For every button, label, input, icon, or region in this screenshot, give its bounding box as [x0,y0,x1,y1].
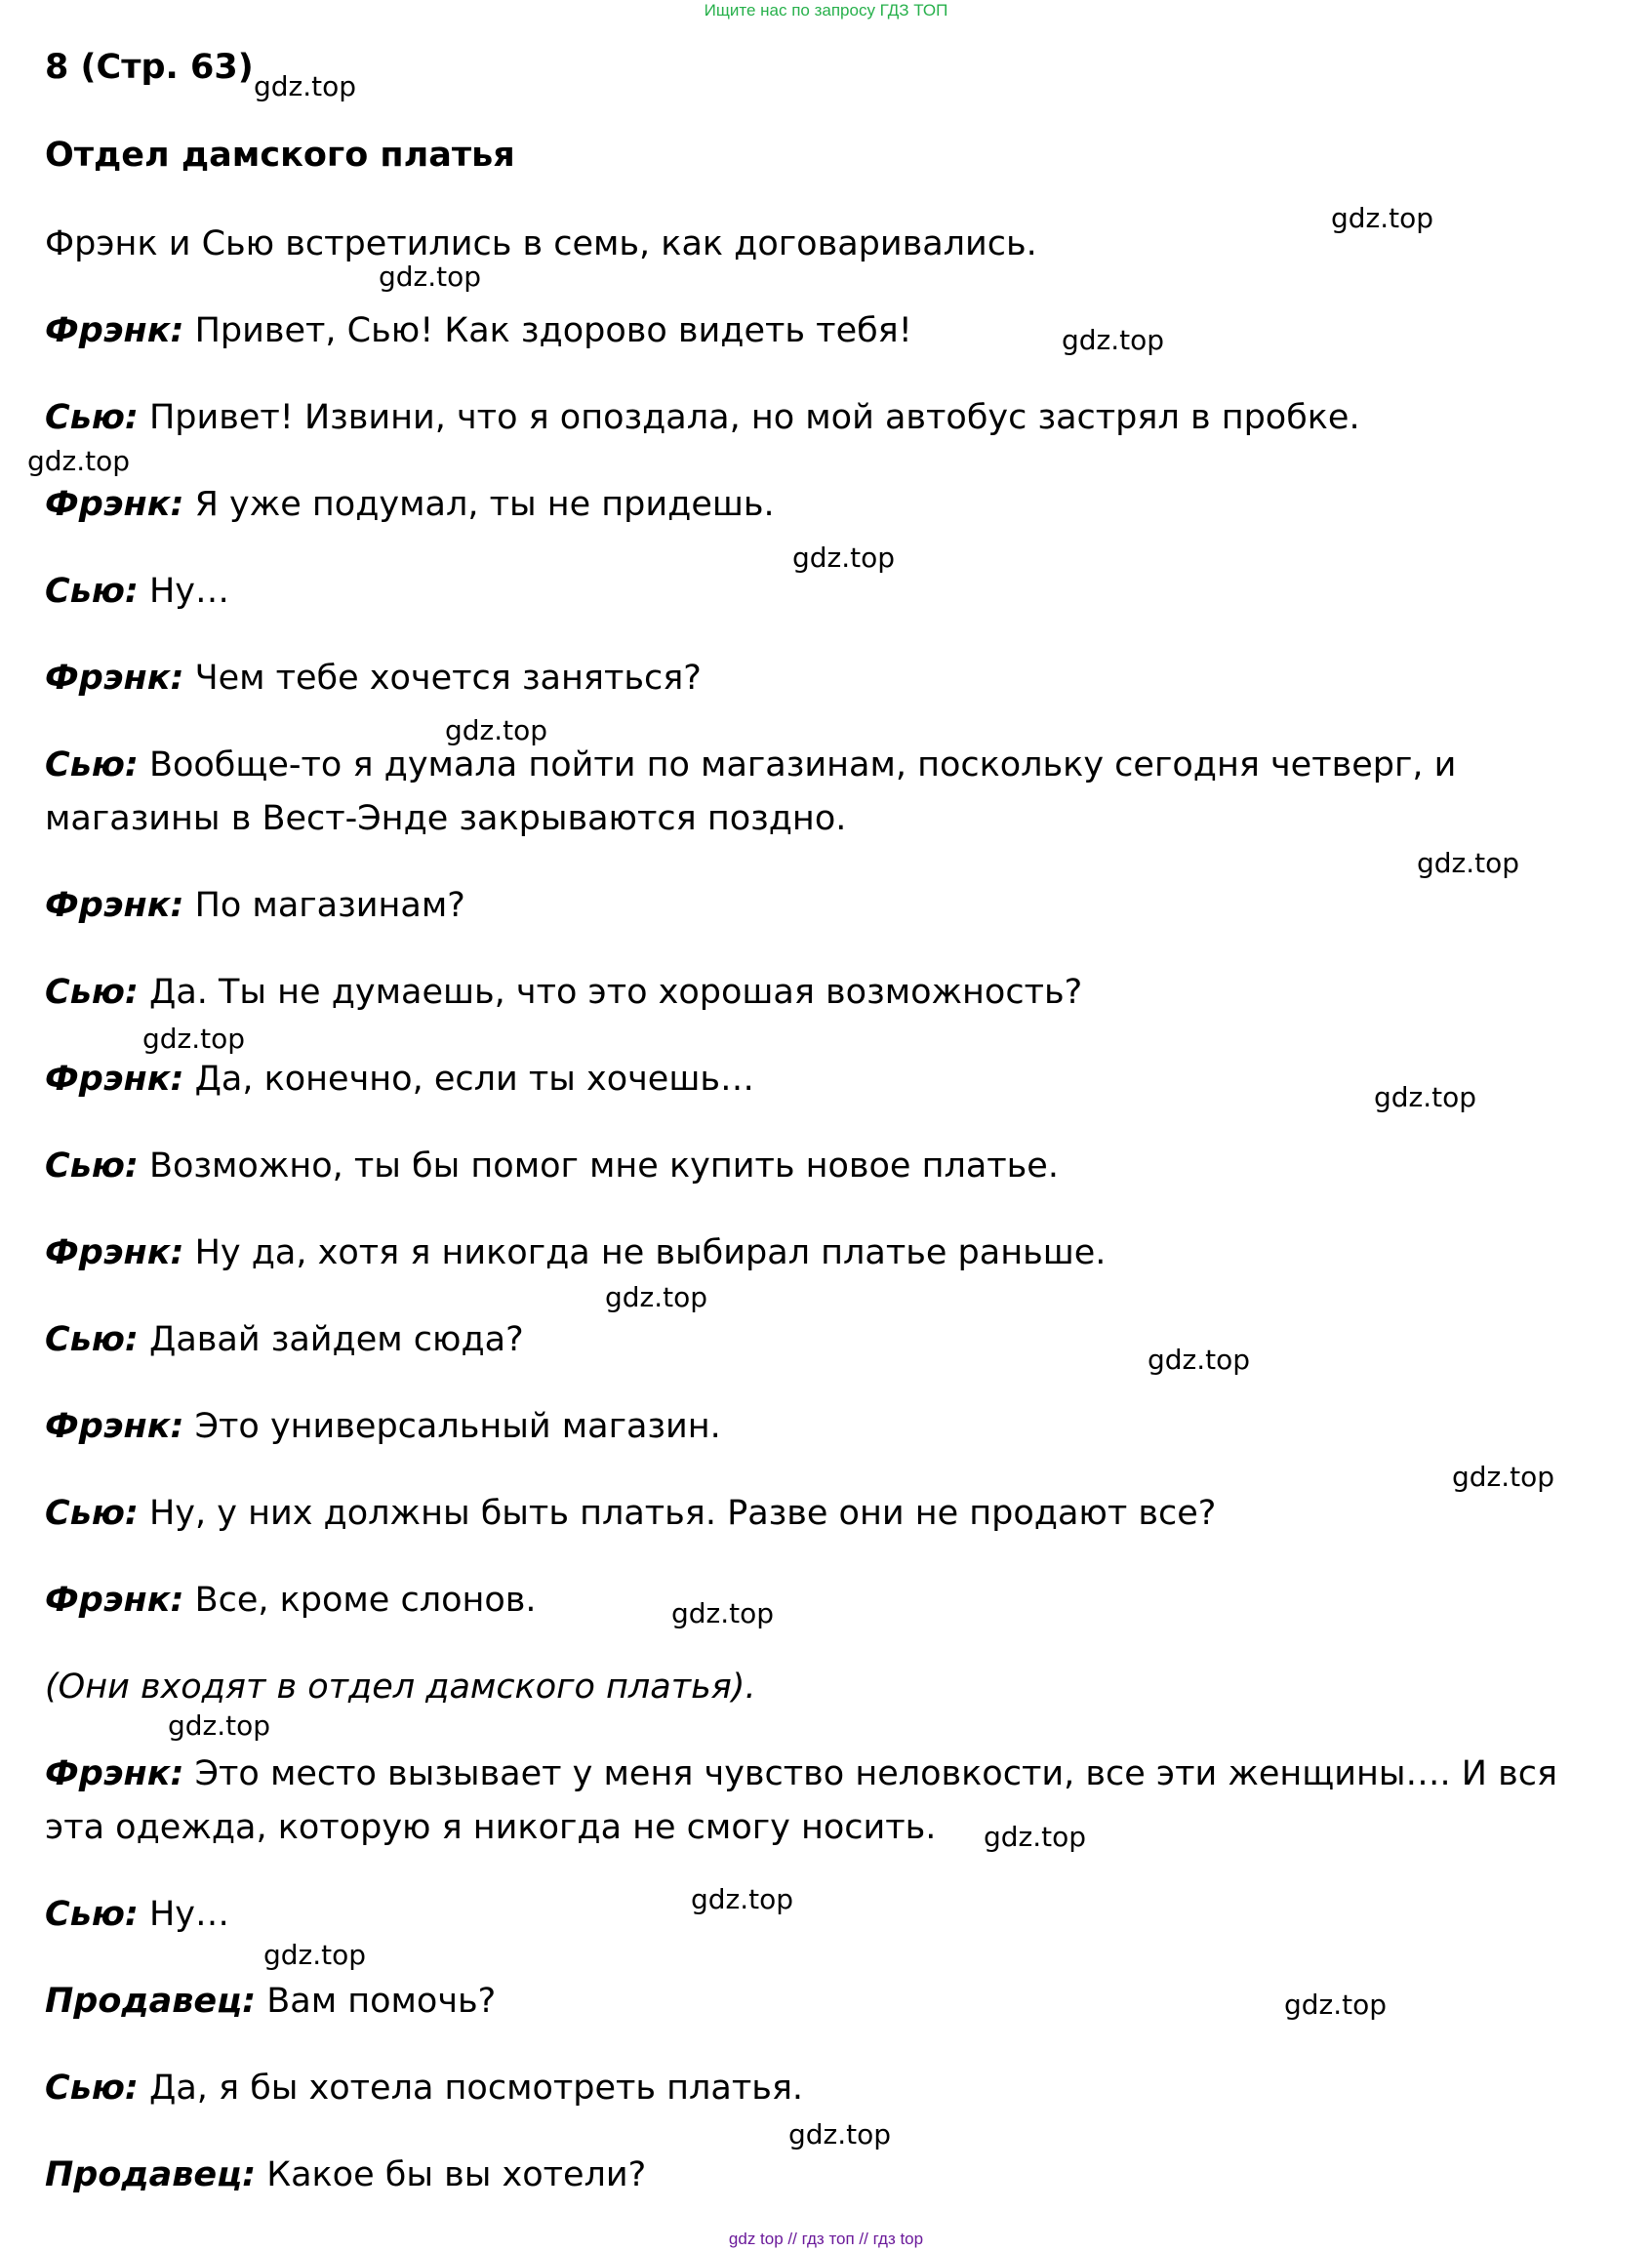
page-title: Отдел дамского платья [45,136,515,175]
speaker-name: Сью: [45,1494,139,1533]
speaker-name: Фрэнк: [45,886,184,925]
dialogue-line [45,2148,646,2202]
footer-links: gdz top // гдз топ // гдз top [728,2230,924,2248]
line-text: Ну, у них должны быть платья. Разве они не продают все? [138,1494,1217,1533]
watermark: gdz.top [1062,324,1165,356]
watermark: gdz.top [605,1281,708,1313]
dialogue-line [45,2061,803,2115]
speaker-name: Сью: [45,745,139,784]
watermark: gdz.top [691,1883,794,1915]
speaker-name: Фрэнк: [45,659,184,698]
line-text: Давай зайдем сюда? [138,1320,524,1359]
watermark: gdz.top [27,445,131,477]
task-number: 8 (Стр. 63) [45,48,254,87]
speaker-name: Фрэнк: [45,1060,184,1099]
watermark: gdz.top [445,714,548,746]
line-text: Привет, Сью! Как здорово видеть тебя! [183,311,912,350]
dialogue-line [45,1139,1059,1193]
speaker-name: Фрэнк: [45,1233,184,1272]
watermark: gdz.top [379,261,482,293]
dialogue-line [45,738,1456,792]
dialogue-line [45,1052,754,1106]
top-banner: Ищите нас по запросу ГДЗ ТОП [704,1,948,20]
speaker-name: Сью: [45,1895,139,1934]
line-text: Да. Ты не думаешь, что это хорошая возможность? [138,973,1083,1012]
dialogue-line [45,1226,1106,1280]
dialogue-line [45,390,1360,445]
watermark: gdz.top [1331,202,1434,234]
speaker-name: Сью: [45,973,139,1012]
dialogue-line [45,965,1082,1020]
line-text: Ну да, хотя я никогда не выбирал платье раньше. [183,1233,1107,1272]
line-text: Вам помочь? [256,1982,497,2021]
dialogue-line [45,878,465,933]
line-text: магазины в Вест-Энде закрываются поздно. [45,799,847,838]
watermark: gdz.top [1374,1081,1477,1113]
line-text: Фрэнк и Сью встретились в семь, как договаривались. [45,224,1037,263]
dialogue-line [45,1573,537,1628]
line-text: Это универсальный магазин. [183,1407,721,1446]
watermark: gdz.top [984,1821,1087,1853]
dialogue-line [45,217,1037,271]
speaker-name: Сью: [45,1320,139,1359]
dialogue-line [45,1887,229,1942]
stage-direction [45,1660,756,1714]
dialogue-line [45,791,846,846]
line-text: По магазинам? [183,886,465,925]
line-text: Ну… [138,1895,230,1934]
line-text: Какое бы вы хотели? [256,2155,647,2194]
dialogue-line [45,1399,721,1454]
watermark: gdz.top [792,542,896,574]
line-text: Вообще-то я думала пойти по магазинам, поскольку сегодня четверг, и [138,745,1457,784]
speaker-name: Фрэнк: [45,311,184,350]
line-text: Привет! Извини, что я опоздала, но мой автобус застрял в пробке. [138,398,1360,437]
line-text: Да, конечно, если ты хочешь… [183,1060,754,1099]
line-text: Все, кроме слонов. [183,1581,537,1620]
dialogue-line [45,1312,524,1367]
dialogue-line [45,303,912,358]
watermark: gdz.top [788,2118,892,2151]
speaker-name: Сью: [45,572,139,611]
dialogue-line [45,1747,1557,1801]
speaker-name: Фрэнк: [45,1407,184,1446]
watermark: gdz.top [168,1709,271,1742]
speaker-name: Фрэнк: [45,1754,184,1793]
line-text: Ну… [138,572,230,611]
line-text: Возможно, ты бы помог мне купить новое платье. [138,1146,1059,1186]
line-text: Да, я бы хотела посмотреть платья. [138,2069,804,2108]
dialogue-line [45,1974,496,2029]
watermark: gdz.top [254,70,357,102]
line-text: эта одежда, которую я никогда не смогу носить. [45,1808,937,1847]
dialogue-line [45,477,775,532]
line-text: Я уже подумал, ты не придешь. [183,485,775,524]
watermark: gdz.top [1284,1989,1388,2021]
speaker-name: Сью: [45,398,139,437]
watermark: gdz.top [671,1597,775,1629]
speaker-name: Фрэнк: [45,485,184,524]
watermark: gdz.top [263,1939,367,1971]
dialogue-line [45,564,229,619]
speaker-name: Продавец: [45,1982,257,2021]
line-text: Чем тебе хочется заняться? [183,659,702,698]
line-text: (Они входят в отдел дамского платья). [45,1668,756,1707]
dialogue-line [45,1486,1216,1541]
speaker-name: Сью: [45,2069,139,2108]
watermark: gdz.top [1417,847,1520,879]
dialogue-line [45,651,702,705]
speaker-name: Фрэнк: [45,1581,184,1620]
speaker-name: Продавец: [45,2155,257,2194]
speaker-name: Сью: [45,1146,139,1186]
dialogue-line [45,1800,936,1855]
watermark: gdz.top [142,1023,246,1055]
watermark: gdz.top [1452,1461,1555,1493]
watermark: gdz.top [1148,1344,1251,1376]
line-text: Это место вызывает у меня чувство неловкости, все эти женщины…. И вся [183,1754,1558,1793]
